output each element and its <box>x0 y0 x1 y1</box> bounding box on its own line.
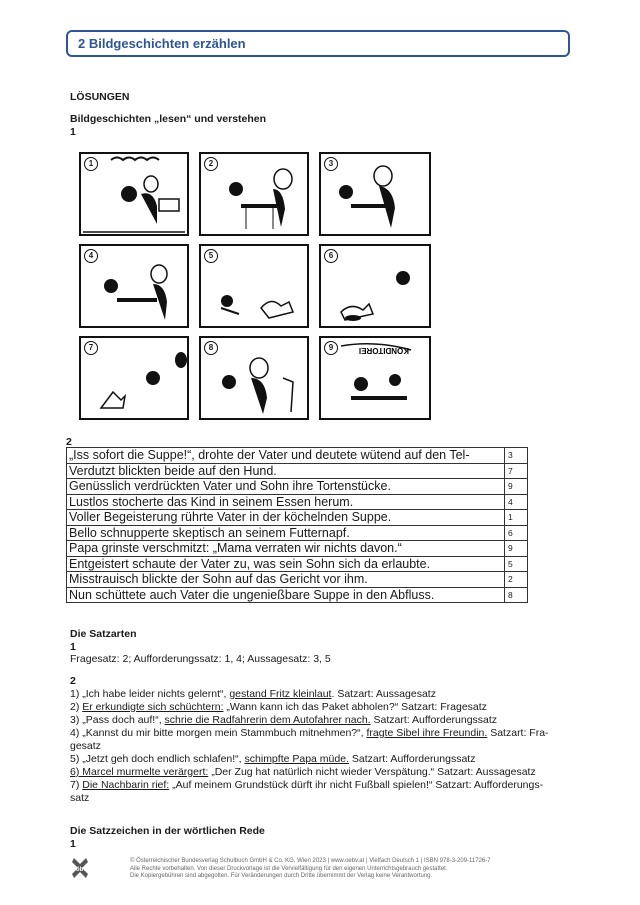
panel-number-cell: 8 <box>505 587 528 603</box>
panel-number: 4 <box>84 249 98 263</box>
panel-number: 3 <box>324 157 338 171</box>
text: . Satzart: Aussagesatz <box>331 688 436 700</box>
sentence-text: Verdutzt blickten beide auf den Hund. <box>67 463 505 479</box>
footer-line: Die Kopiergebühren sind abgegolten. Für Veränderungen durch Dritte übernimmt der Verlag keine Verantwortung. <box>130 873 433 879</box>
panel-number: 7 <box>84 341 98 355</box>
panel-number: 5 <box>204 249 218 263</box>
section-title-satzzeichen: Die Satzzeichen in der wörtlichen Rede <box>70 825 265 837</box>
panel-number-cell: 6 <box>505 525 528 541</box>
comic-panel-3 <box>319 152 431 236</box>
task-number-1: 1 <box>70 838 76 850</box>
underlined-text: Er erkundigte sich schüchtern: <box>82 701 224 713</box>
underlined-text: fragte Sibel ihre Freundin. <box>366 727 488 739</box>
answer-line-7-cont: satz <box>70 792 90 804</box>
task-number-2: 2 <box>66 436 72 448</box>
answer-line-3 <box>70 714 497 727</box>
answer-line-5 <box>70 753 475 766</box>
comic-panel-7 <box>79 336 189 420</box>
oebv-logo-icon <box>70 856 92 880</box>
panel-number-cell: 4 <box>505 494 528 510</box>
task-number-2: 2 <box>70 675 76 687</box>
underlined-text: schimpfte Papa müde. <box>244 753 349 765</box>
comic-panel-1 <box>79 152 189 236</box>
footer-line: © Österreichischer Bundesverlag Schulbuch GmbH & Co. KG, Wien 2023 | www.oebv.at | Vielfach Deutsch 1 | ISBN 978-3-209-11726-7 <box>130 858 491 864</box>
section-title-satzarten: Die Satzarten <box>70 628 137 640</box>
underlined-text: Die Nachbarin rief: <box>82 779 170 791</box>
panel-number: 1 <box>84 157 98 171</box>
panel-number-cell: 7 <box>505 463 528 479</box>
text: „Wann kann ich das Paket abholen?“ Satzart: Fragesatz <box>223 701 487 713</box>
comic-panel-9 <box>319 336 431 420</box>
answer-line-4-cont: gesatz <box>70 740 101 752</box>
answer-line-7 <box>70 779 543 792</box>
sentence-row <box>67 448 528 464</box>
text: 1) „Ich habe leider nichts gelernt“, <box>70 688 230 700</box>
underlined-text: schrie die Radfahrerin dem Autofahrer nach. <box>164 714 371 726</box>
sentence-text: Bello schnupperte skeptisch an seinem Futternapf. <box>67 525 505 541</box>
sentence-row <box>67 556 528 572</box>
sentence-text: Lustlos stocherte das Kind in seinem Essen herum. <box>67 494 505 510</box>
panel-number-cell: 9 <box>505 479 528 495</box>
comic-panel-6 <box>319 244 431 328</box>
sentence-text: Papa grinste verschmitzt: „Mama verraten wir nichts davon.“ <box>67 541 505 557</box>
text: „Der Zug hat natürlich nicht wieder Verspätung.“ Satzart: Aussagesatz <box>208 766 536 778</box>
section-title-bildgeschichten: Bildgeschichten „lesen“ und verstehen <box>70 113 267 125</box>
comic-panel-2 <box>199 152 309 236</box>
text: 3) „Pass doch auf!“, <box>70 714 165 726</box>
text: 5) „Jetzt geh doch endlich schlafen!“, <box>70 753 245 765</box>
underlined-text: 6) Marcel murmelte verärgert: <box>70 766 209 778</box>
answer-line-2 <box>70 701 487 714</box>
comic-panel-8 <box>199 336 309 420</box>
sentence-order-table <box>66 447 528 603</box>
footer-copyright <box>130 858 491 881</box>
answer-line-6 <box>70 766 536 779</box>
panel-number: 6 <box>324 249 338 263</box>
comic-strip <box>77 148 437 434</box>
sentence-text: Voller Begeisterung rührte Vater in der köchelnden Suppe. <box>67 510 505 526</box>
konditorei-sign: KONDITOREI <box>358 346 409 355</box>
answer-line-1 <box>70 688 436 701</box>
sentence-row <box>67 510 528 526</box>
sentence-row <box>67 572 528 588</box>
text: 2) <box>70 701 83 713</box>
panel-number: 9 <box>324 341 338 355</box>
chapter-title: 2 Bildgeschichten erzählen <box>78 36 246 51</box>
sentence-text: Entgeistert schaute der Vater zu, was sein Sohn sich da erlaubte. <box>67 556 505 572</box>
sentence-row <box>67 479 528 495</box>
text: 7) <box>70 779 83 791</box>
sentence-text: Nun schüttete auch Vater die ungenießbare Suppe in den Abfluss. <box>67 587 505 603</box>
sentence-text: Misstrauisch blickte der Sohn auf das Gericht vor ihm. <box>67 572 505 588</box>
panel-number: 8 <box>204 341 218 355</box>
sentence-row <box>67 587 528 603</box>
text: Satzart: Aufforderungssatz <box>370 714 498 726</box>
footer-line: Alle Rechte vorbehalten. Von dieser Druckvorlage ist die Vervielfältigung für den eigenen Unterrichtsgebrauch gestattet. <box>130 865 448 872</box>
sentence-row <box>67 494 528 510</box>
comic-panel-5 <box>199 244 309 328</box>
text: Satzart: Aufforderungssatz <box>349 753 476 765</box>
sentence-text: Genüsslich verdrückten Vater und Sohn ihre Tortenstücke. <box>67 479 505 495</box>
text: Satzart: Fra- <box>487 727 549 739</box>
sentence-row <box>67 525 528 541</box>
sentence-text: „Iss sofort die Suppe!“, drohte der Vater und deutete wütend auf den Tel- <box>67 448 505 464</box>
sentence-row <box>67 541 528 557</box>
task-number-1: 1 <box>70 641 76 653</box>
chapter-header <box>66 30 570 57</box>
task-number-1: 1 <box>70 126 76 138</box>
logo-text: öbv <box>76 867 87 873</box>
text: 4) „Kannst du mir bitte morgen mein Stammbuch mitnehmen?“, <box>70 727 367 739</box>
panel-number-cell: 3 <box>505 448 528 464</box>
panel-number-cell: 2 <box>505 572 528 588</box>
solutions-heading: LÖSUNGEN <box>70 91 130 103</box>
answer-line-4 <box>70 727 549 740</box>
answer-satzarten-1: Fragesatz: 2; Aufforderungssatz: 1, 4; Aussagesatz: 3, 5 <box>70 653 331 665</box>
panel-number-cell: 1 <box>505 510 528 526</box>
panel-number-cell: 9 <box>505 541 528 557</box>
text: „Auf meinem Grundstück dürft ihr nicht Fußball spielen!“ Satzart: Aufforderungs- <box>169 779 544 791</box>
comic-panel-4 <box>79 244 189 328</box>
panel-number: 2 <box>204 157 218 171</box>
panel-number-cell: 5 <box>505 556 528 572</box>
underlined-text: gestand Fritz kleinlaut <box>229 688 332 700</box>
sentence-row <box>67 463 528 479</box>
